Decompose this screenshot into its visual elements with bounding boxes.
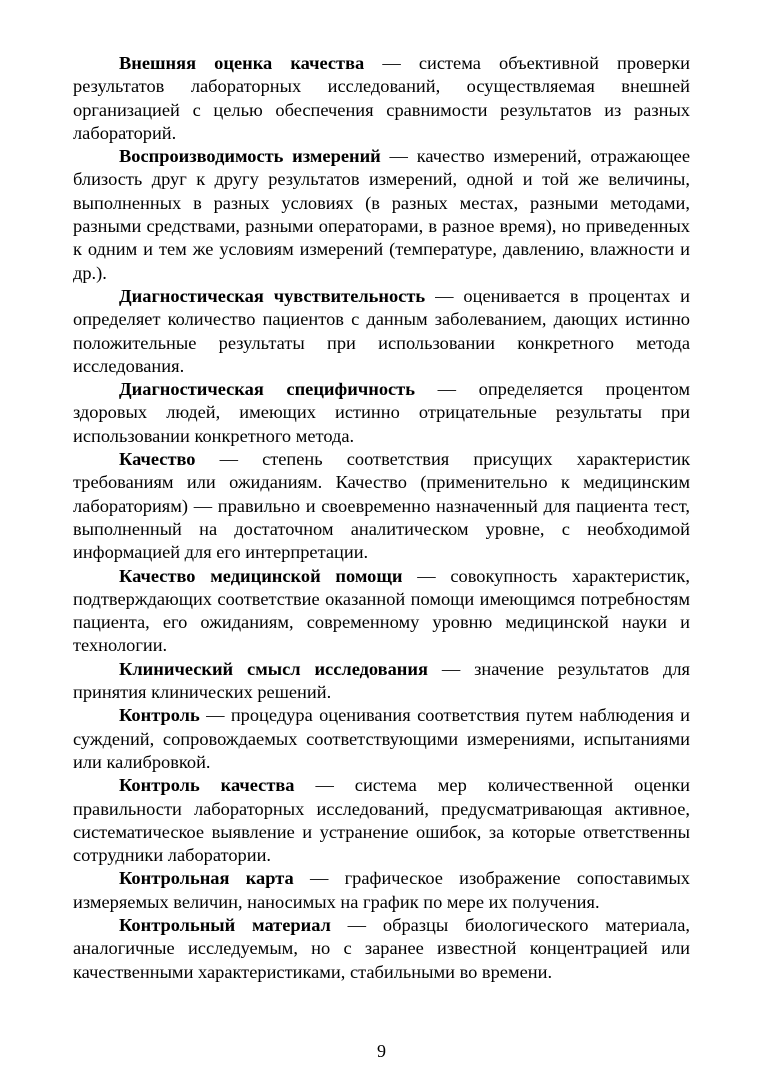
glossary-term: Контроль — [119, 705, 200, 726]
glossary-definition: — система мер количественной оценки правильности лабораторных исследований, предусматривающая активное, систематическое выявление и устранение ошибок, за которые ответственны сотрудники лаборатории. — [73, 775, 690, 866]
glossary-entry-quality — [73, 448, 690, 564]
glossary-term: Качество — [119, 449, 196, 470]
glossary-definition: — степень соответствия присущих характеристик требованиям или ожиданиям. Качество (применительно к медицинским лабораториям) — правильно и своевременно назначенный для пациента тест, выполненный на достаточном аналитическом уровне, с необходимой информацией для его интерпретации. — [73, 449, 690, 563]
glossary-entry-control — [73, 704, 690, 774]
glossary-definition: — совокупность характеристик, подтверждающих соответствие оказанной помощи имеющимся потребностям пациента, его ожиданиям, современному уровню медицинской науки и технологии. — [73, 565, 690, 656]
glossary-entry-diagnostic-specificity — [73, 378, 690, 448]
glossary-definition: — образцы биологического материала, аналогичные исследуемым, но с заранее известной концентрацией или качественными характеристиками, стабильными во времени. — [73, 914, 690, 982]
glossary-term: Контрольная карта — [119, 868, 294, 889]
glossary-term: Внешняя оценка качества — [119, 53, 365, 73]
glossary-definition: — качество измерений, отражающее близость друг к другу результатов измерений, одной и той же величины, выполненных в разных условиях (в разных местах, разными методами, разными средствами, разными операторами, в разное время), но приведенных к одним и тем же условиям измерений (температуре, давлению, влажности и др.). — [73, 146, 690, 283]
glossary-term: Диагностическая чувствительность — [119, 285, 426, 306]
glossary-entry-measurement-reproducibility — [73, 145, 690, 285]
glossary-entry-diagnostic-sensitivity — [73, 285, 690, 378]
glossary-entry-clinical-meaning — [73, 658, 690, 705]
glossary-entry-control-chart — [73, 867, 690, 914]
glossary-entry-quality-control — [73, 774, 690, 867]
glossary-page — [73, 52, 690, 984]
page-number: 9 — [377, 1041, 386, 1061]
glossary-definition: — определяется процентом здоровых людей, имеющих истинно отрицательные результаты при использовании конкретного метода. — [73, 379, 690, 446]
glossary-definition: — процедура оценивания соответствия путем наблюдения и суждений, сопровождаемых соответствующими измерениями, испытаниями или калибровкой. — [73, 705, 690, 772]
glossary-term: Клинический смысл исследования — [119, 658, 428, 679]
glossary-entry-quality-of-medical-care — [73, 565, 690, 658]
glossary-term: Воспроизводимость измерений — [119, 146, 381, 167]
glossary-term: Контроль качества — [119, 775, 295, 796]
glossary-definition: — графическое изображение сопоставимых измеряемых величин, наносимых на график по мере их получения. — [73, 868, 691, 912]
glossary-definition: — значение результатов для принятия клинических решений. — [73, 658, 691, 703]
glossary-entry-control-material — [73, 914, 690, 984]
glossary-definition: — оценивается в процентах и определяет количество пациентов с данным заболеванием, дающих истинно положительные результаты при использовании конкретного метода исследования. — [73, 285, 691, 376]
glossary-definition: — система объективной проверки результатов лабораторных исследований, осуществляемая внешней организацией с целью обеспечения сравнимости результатов из разных лабораторий. — [73, 53, 690, 143]
glossary-term: Контрольный материал — [119, 914, 331, 935]
glossary-term: Диагностическая специфичность — [119, 379, 415, 400]
glossary-entry-external-quality-assessment — [73, 52, 690, 145]
glossary-term: Качество медицинской помощи — [119, 565, 403, 586]
